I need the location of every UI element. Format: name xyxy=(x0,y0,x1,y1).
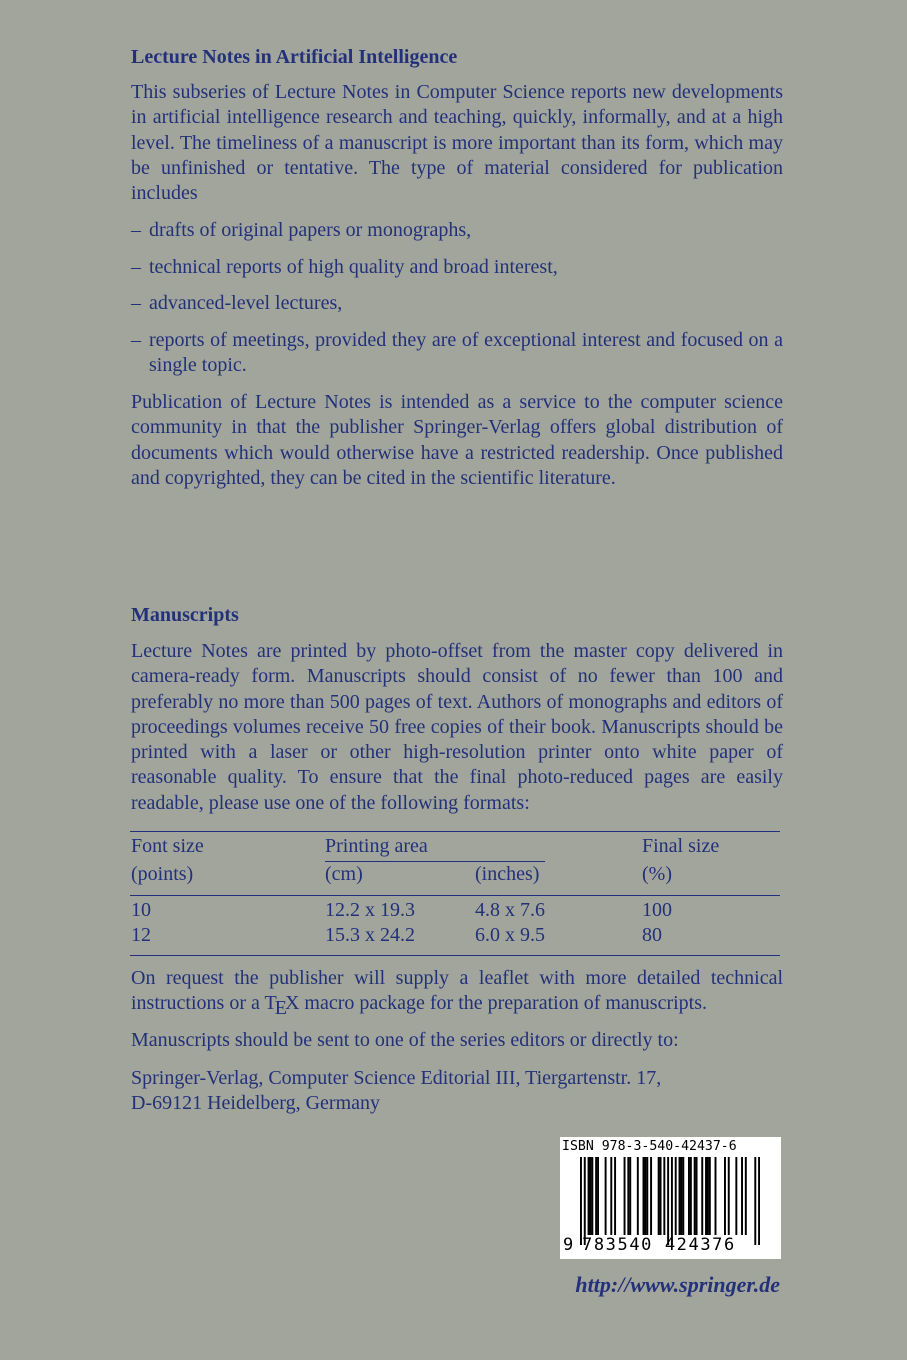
barcode-bar xyxy=(610,1157,612,1235)
table-cell: 12.2 x 19.3 xyxy=(325,899,415,921)
barcode-bar xyxy=(688,1157,690,1235)
header-printing-area: Printing area xyxy=(325,835,428,857)
table-cell: 80 xyxy=(642,924,662,946)
isbn-barcode xyxy=(560,1137,781,1259)
barcode-bar xyxy=(644,1157,646,1235)
table-cell: 6.0 x 9.5 xyxy=(475,924,545,946)
table-row: 12 xyxy=(131,924,151,946)
request-paragraph: On request the publisher will supply a leaflet with more detailed technical instructions or a TEX macro package for the preparation of manuscripts. xyxy=(131,967,783,1020)
series-heading: Lecture Notes in Artificial Intelligence xyxy=(131,46,458,68)
barcode-bar xyxy=(637,1157,639,1235)
barcode-bar xyxy=(758,1157,760,1245)
barcode-bar xyxy=(675,1157,677,1235)
barcode-bar xyxy=(627,1157,629,1235)
printing-area-rule xyxy=(325,861,545,862)
barcode-bar xyxy=(707,1157,709,1235)
material-list xyxy=(131,328,783,379)
barcode-bar xyxy=(724,1157,726,1235)
material-list xyxy=(131,291,783,316)
barcode-bar xyxy=(745,1157,747,1235)
barcode-bar xyxy=(690,1157,692,1235)
barcode-bar xyxy=(646,1157,648,1235)
manuscripts-intro: Lecture Notes are printed by photo-offset from the master copy delivered in camera-ready form. Manuscripts should consist of no fewer than 100 and preferably no more than 500 pages of text. Authors of monographs and editors of proceedings volumes receive 50 free copies of their book. Manuscripts should be printed with a laser or other high-resolution printer onto white paper of reasonable quality. To ensure that the final photo-reduced pages are easily readable, please use one of the following formats: xyxy=(131,640,783,814)
send-paragraph: Manuscripts should be sent to one of the series editors or directly to: xyxy=(131,1029,679,1051)
barcode-bar xyxy=(658,1157,660,1235)
series-intro: This subseries of Lecture Notes in Computer Science reports new developments in artificial intelligence research and teaching, quickly, informally, and at a high level. The timeliness of a manuscript is more important than its form, which may be unfinished or tentative. The type of material considered for publication includes xyxy=(131,81,783,205)
series-outro: Publication of Lecture Notes is intended as a service to the computer science community in that the publisher Springer-Verlag offers global distribution of documents which would otherwise have a restricted readership. Once published and copyrighted, they can be cited in the scientific literature. xyxy=(131,391,783,489)
barcode-bar xyxy=(679,1157,681,1235)
barcode-bar xyxy=(705,1157,707,1235)
table-mid-rule xyxy=(130,895,780,896)
barcode-bar xyxy=(680,1157,682,1235)
barcode-bar xyxy=(605,1157,607,1235)
publisher-url[interactable]: http://www.springer.de xyxy=(575,1272,780,1297)
barcode-bar xyxy=(696,1157,698,1235)
barcode-bar xyxy=(589,1157,591,1235)
table-bottom-rule xyxy=(130,955,780,956)
format-table xyxy=(130,831,780,956)
header-percent: (%) xyxy=(642,863,672,885)
barcode-bar xyxy=(584,1157,586,1245)
header-font-size: Font size xyxy=(131,835,204,857)
barcode-bar xyxy=(754,1157,756,1245)
barcode-bar xyxy=(728,1157,730,1235)
list-item: – reports of meetings, provided they are of exceptional interest and focused on a single topic. xyxy=(131,329,783,377)
table-cell: 100 xyxy=(642,899,672,921)
barcode-bar xyxy=(701,1157,703,1235)
ean-digits: 783540 424376 xyxy=(582,1235,736,1255)
table-cell: 15.3 x 24.2 xyxy=(325,924,415,946)
address: Springer-Verlag, Computer Science Editorial III, Tiergartenstr. 17, D-69121 Heidelberg, Germany xyxy=(131,1067,662,1115)
ean-first-digit: 9 xyxy=(563,1235,574,1255)
barcode-bar xyxy=(735,1157,737,1235)
header-inches: (inches) xyxy=(475,863,540,885)
material-list xyxy=(131,218,783,243)
material-list xyxy=(131,255,783,280)
barcode-bar xyxy=(667,1157,669,1245)
barcode-bar xyxy=(663,1157,665,1235)
barcode-bar xyxy=(580,1157,582,1245)
isbn-label: ISBN 978-3-540-42437-6 xyxy=(562,1139,737,1154)
barcode-bar xyxy=(650,1157,652,1235)
barcode-bars xyxy=(580,1157,760,1245)
table-top-rule xyxy=(130,831,780,832)
barcode-bar xyxy=(715,1157,717,1235)
barcode-bar xyxy=(709,1157,711,1235)
barcode-bar xyxy=(629,1157,631,1235)
barcode-bar xyxy=(682,1157,684,1235)
header-cm: (cm) xyxy=(325,863,363,885)
list-item: – technical reports of high quality and broad interest, xyxy=(131,256,558,278)
barcode-bar xyxy=(597,1157,599,1235)
barcode-bar xyxy=(614,1157,616,1235)
barcode-bar xyxy=(694,1157,696,1235)
barcode-bar xyxy=(643,1157,645,1235)
barcode-bar xyxy=(671,1157,673,1245)
header-final-size: Final size xyxy=(642,835,720,857)
list-item: – advanced-level lectures, xyxy=(131,292,343,314)
list-item: – drafts of original papers or monographs, xyxy=(131,219,472,241)
header-points: (points) xyxy=(131,863,194,885)
table-row: 10 xyxy=(131,899,151,921)
manuscripts-heading: Manuscripts xyxy=(131,604,239,626)
barcode-bar xyxy=(588,1157,590,1235)
barcode-bar xyxy=(595,1157,597,1235)
table-cell: 4.8 x 7.6 xyxy=(475,899,545,921)
barcode-bar xyxy=(741,1157,743,1235)
barcode-bar xyxy=(660,1157,662,1235)
barcode-bar xyxy=(591,1157,593,1235)
barcode-bar xyxy=(624,1157,626,1235)
